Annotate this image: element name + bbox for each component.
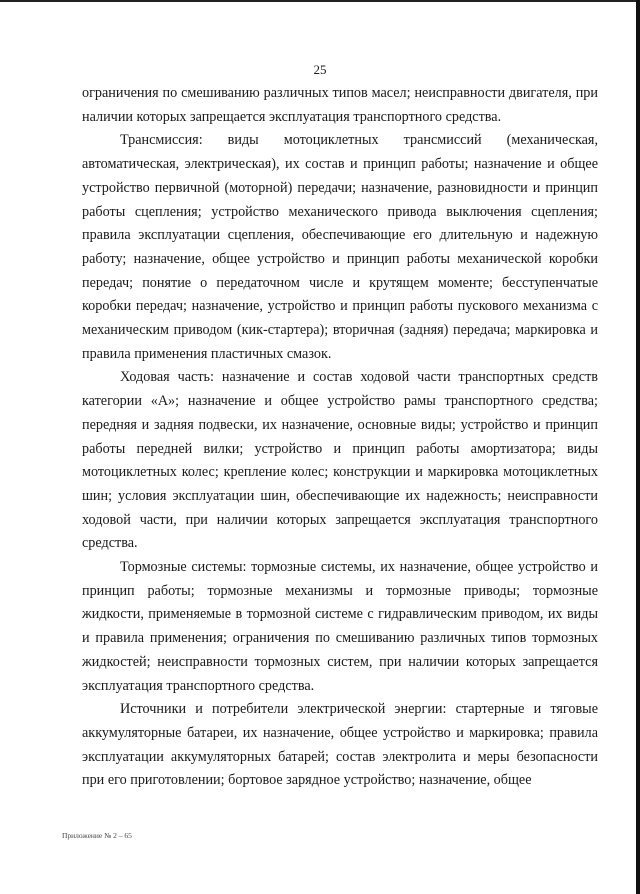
paragraph-transmission: Трансмиссия: виды мотоциклетных трансмиссий (механическая, автоматическая, электрическая), их состав и принцип работы; назначение и общее устройство первичной (моторной) передачи; назначение, разновидности и принцип работы сцепления; устройство механического привода выключения сцепления; правила эксплуатации сцепления, обеспечивающие его длительную и надежную работу; назначение, общее устройство и принцип работы механической коробки передач; понятие о передаточном числе и крутящем моменте; бесступенчатые коробки передач; назначение, устройство и принцип работы пускового механизма с механическим приводом (кик-стартера); вторичная (задняя) передача; маркировка и правила применения пластичных смазок. [82, 132, 598, 362]
paragraph-electrical: Источники и потребители электрической энергии: стартерные и тяговые аккумуляторные батареи, их назначение, общее устройство и маркировка; правила эксплуатации аккумуляторных батарей; состав электролита и меры безопасности при его приготовлении; бортовое зарядное устройство; назначение, общее [82, 701, 598, 789]
scan-border-right [636, 0, 640, 894]
document-body [82, 82, 598, 793]
paragraph-brakes: Тормозные системы: тормозные системы, их назначение, общее устройство и принцип работы; тормозные механизмы и тормозные приводы; тормозные жидкости, применяемые в тормозной системе с гидравлическим приводом, их виды и правила применения; ограничения по смешиванию различных типов тормозных жидкостей; неисправности тормозных систем, при наличии которых запрещается эксплуатация транспортного средства. [82, 559, 598, 694]
page-number: 25 [313, 62, 327, 77]
scan-border-top [0, 0, 640, 2]
paragraph-continuation: ограничения по смешиванию различных типов масел; неисправности двигателя, при наличии которых запрещается эксплуатация транспортного средства. [82, 85, 598, 125]
paragraph-chassis: Ходовая часть: назначение и состав ходовой части транспортных средств категории «А»; назначение и общее устройство рамы транспортного средства; передняя и задняя подвески, их назначение, основные виды; устройство и принцип работы передней вилки; устройство и принцип работы амортизатора; виды мотоциклетных колес; крепление колес; конструкции и маркировка мотоциклетных шин; условия эксплуатации шин, обеспечивающие их надежность; неисправности ходовой части, при наличии которых запрещается эксплуатация транспортного средства. [82, 369, 598, 552]
footer-note: Приложение № 2 – 65 [62, 831, 132, 840]
